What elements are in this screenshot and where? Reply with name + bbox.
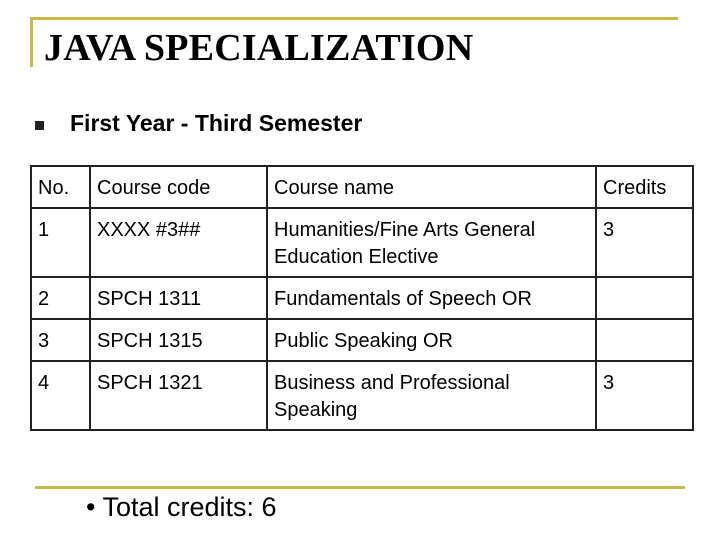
- table-row: [31, 208, 693, 277]
- table-row: [31, 319, 693, 361]
- course-code: XXXX #3##: [90, 208, 267, 277]
- course-name: Humanities/Fine Arts General Education Elective: [267, 208, 596, 277]
- course-code: SPCH 1315: [90, 319, 267, 361]
- course-code: SPCH 1311: [90, 277, 267, 319]
- title-top-rule: [30, 17, 678, 20]
- course-credits: 3: [596, 208, 693, 277]
- slide-subtitle: First Year - Third Semester: [70, 110, 363, 136]
- header-course-name: Course name: [267, 166, 596, 208]
- row-number: 3: [31, 319, 90, 361]
- total-credits: • Total credits: 6: [86, 492, 277, 522]
- square-bullet-icon: [35, 121, 44, 130]
- table-row: [31, 361, 693, 430]
- course-credits: [596, 319, 693, 361]
- header-credits: Credits: [596, 166, 693, 208]
- table-row: [31, 277, 693, 319]
- footer-rule: [35, 486, 685, 489]
- table-header-row: [31, 166, 693, 208]
- row-number: 4: [31, 361, 90, 430]
- header-course-code: Course code: [90, 166, 267, 208]
- course-code: SPCH 1321: [90, 361, 267, 430]
- course-credits: [596, 277, 693, 319]
- slide-title: JAVA SPECIALIZATION: [44, 27, 474, 69]
- row-number: 2: [31, 277, 90, 319]
- header-no: No.: [31, 166, 90, 208]
- course-credits: 3: [596, 361, 693, 430]
- subtitle-bullet-row: [35, 110, 362, 137]
- courses-table: [30, 165, 694, 431]
- course-name: Public Speaking OR: [267, 319, 596, 361]
- row-number: 1: [31, 208, 90, 277]
- title-left-rule: [30, 17, 33, 67]
- course-name: Fundamentals of Speech OR: [267, 277, 596, 319]
- course-name: Business and Professional Speaking: [267, 361, 596, 430]
